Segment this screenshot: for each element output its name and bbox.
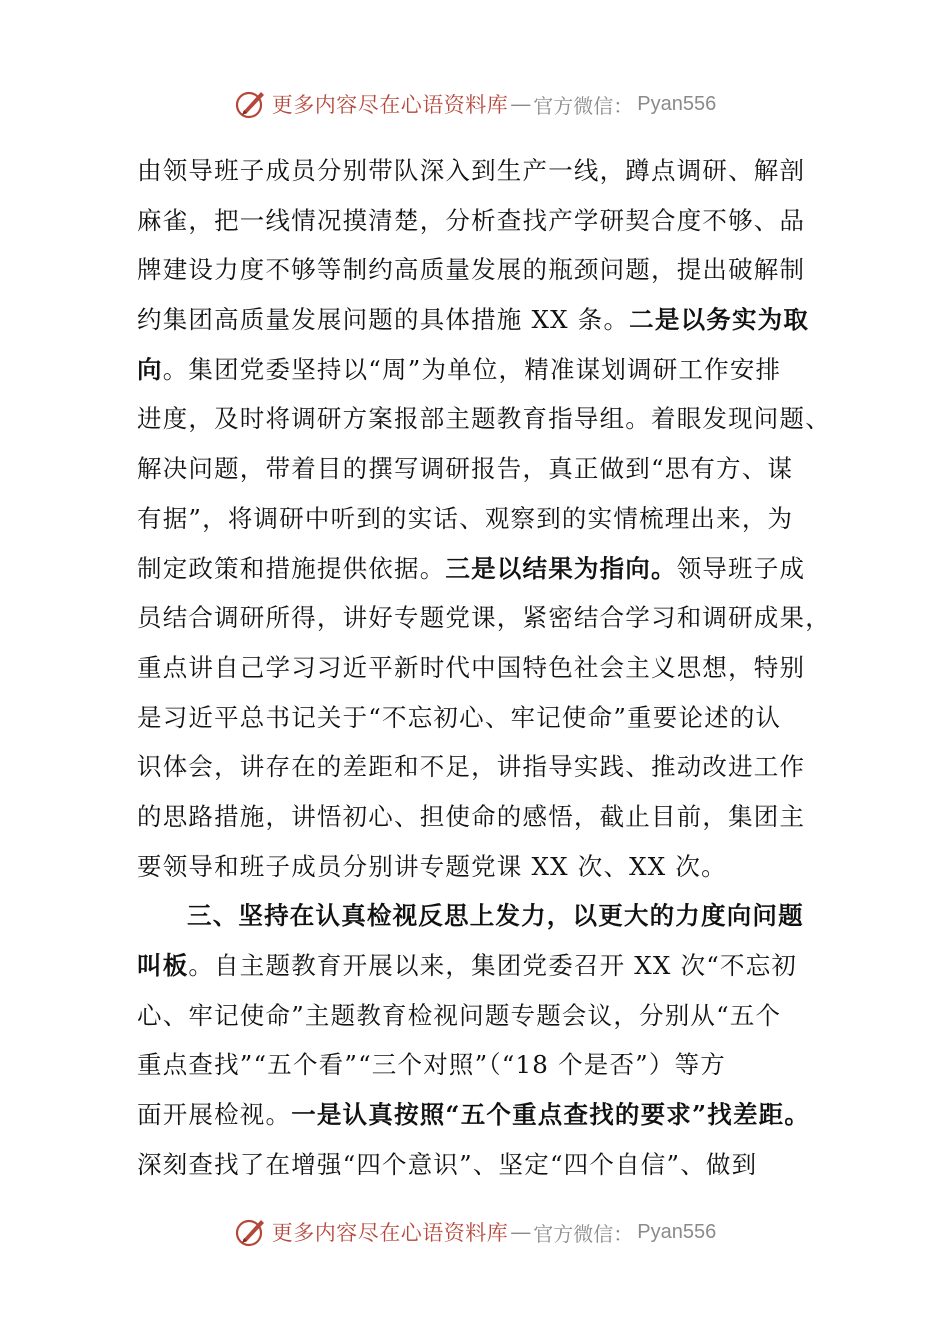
text-segment: 有据”，将调研中听到的实话、观察到的实情梳理出来，为: [137, 503, 794, 533]
bold-text-segment: 三、坚持在认真检视反思上发力，以更大的力度向问题: [187, 901, 804, 931]
text-line: [137, 494, 817, 544]
text-line: [137, 1090, 817, 1140]
text-line: [137, 991, 817, 1041]
text-segment: 制定政策和措施提供依据。: [137, 553, 446, 583]
quill-pen-logo-icon: [234, 1215, 268, 1249]
watermark-separator: —: [510, 1220, 532, 1244]
text-line: [137, 544, 817, 594]
bold-text-segment: 叫板: [137, 951, 189, 980]
text-segment: 要领导和班子成员分别讲专题党课 XX 次、XX 次。: [137, 851, 727, 881]
watermark-wechat-id: Pyan556: [637, 92, 717, 115]
text-line: [137, 742, 817, 792]
text-line: [137, 643, 817, 693]
text-line: [137, 146, 817, 196]
text-segment: 麻雀，把一线情况摸清楚，分析查找产学研契合度不够、品: [137, 205, 806, 235]
watermark-wechat-id: Pyan556: [637, 1220, 717, 1243]
watermark-footer: [0, 1212, 950, 1252]
watermark-site-text: 更多内容尽在心语资料库: [271, 1221, 509, 1245]
bold-text-segment: 二是以务实为取: [629, 305, 810, 335]
text-segment: 心、牢记使命”主题教育检视问题专题会议，分别从“五个: [137, 1000, 782, 1030]
text-line: [137, 196, 817, 246]
text-line: [137, 295, 817, 345]
text-line: [137, 1140, 817, 1190]
text-line: [137, 394, 831, 444]
text-line: [137, 693, 817, 743]
text-segment: 领导班子成: [676, 553, 806, 583]
watermark-site-text: 更多内容尽在心语资料库: [271, 93, 509, 117]
text-line: [137, 792, 817, 842]
text-line: [137, 941, 817, 991]
text-segment: 牌建设力度不够等制约高质量发展的瓶颈问题，提出破解制: [137, 255, 806, 285]
text-segment: 员结合调研所得，讲好专题党课，紧密结合学习和调研成果，: [137, 603, 831, 633]
text-line: [137, 444, 817, 494]
text-line: [137, 842, 817, 892]
text-segment: 。自主题教育开展以来，集团党委召开 XX 次“不忘初: [188, 951, 798, 980]
text-segment: 的思路措施，讲悟初心、担使命的感悟，截止目前，集团主: [137, 801, 806, 831]
text-line: [137, 245, 817, 295]
text-line: [137, 891, 817, 941]
bold-text-segment: 向: [137, 354, 163, 384]
text-line: [137, 593, 831, 643]
text-segment: 。集团党委坚持以“周”为单位，精准谋划调研工作安排: [162, 354, 782, 384]
text-segment: 重点查找”“五个看”“三个对照”（“18 个是否”）等方: [137, 1050, 726, 1080]
document-body: [137, 146, 831, 1189]
text-segment: 识体会，讲存在的差距和不足，讲指导实践、推动改进工作: [137, 752, 806, 782]
quill-pen-logo-icon: [234, 87, 268, 121]
text-segment: 进度，及时将调研方案报部主题教育指导组。着眼发现问题、: [137, 404, 831, 434]
text-segment: 解决问题，带着目的撰写调研报告，真正做到“思有方、谋: [137, 454, 794, 484]
watermark-wechat-label: 官方微信：: [533, 93, 634, 118]
watermark-header: [0, 84, 950, 124]
text-line: [137, 345, 817, 395]
text-segment: 面开展检视。: [137, 1100, 292, 1130]
watermark-separator: —: [510, 92, 532, 116]
text-segment: 重点讲自己学习习近平新时代中国特色社会主义思想，特别: [137, 652, 806, 682]
text-segment: 深刻查找了在增强“四个意识”、坚定“四个自信”、做到: [137, 1149, 758, 1179]
text-line: [137, 1040, 817, 1090]
text-segment: 是习近平总书记关于“不忘初心、牢记使命”重要论述的认: [137, 702, 782, 732]
text-segment: 约集团高质量发展问题的具体措施 XX 条。: [137, 305, 630, 335]
bold-text-segment: 三是以结果为指向。: [445, 553, 677, 583]
bold-text-segment: 一是认真按照“五个重点查找的要求”找差距。: [291, 1100, 811, 1130]
text-segment: 由领导班子成员分别带队深入到生产一线，蹲点调研、解剖: [137, 156, 806, 185]
watermark-wechat-label: 官方微信：: [533, 1221, 634, 1246]
